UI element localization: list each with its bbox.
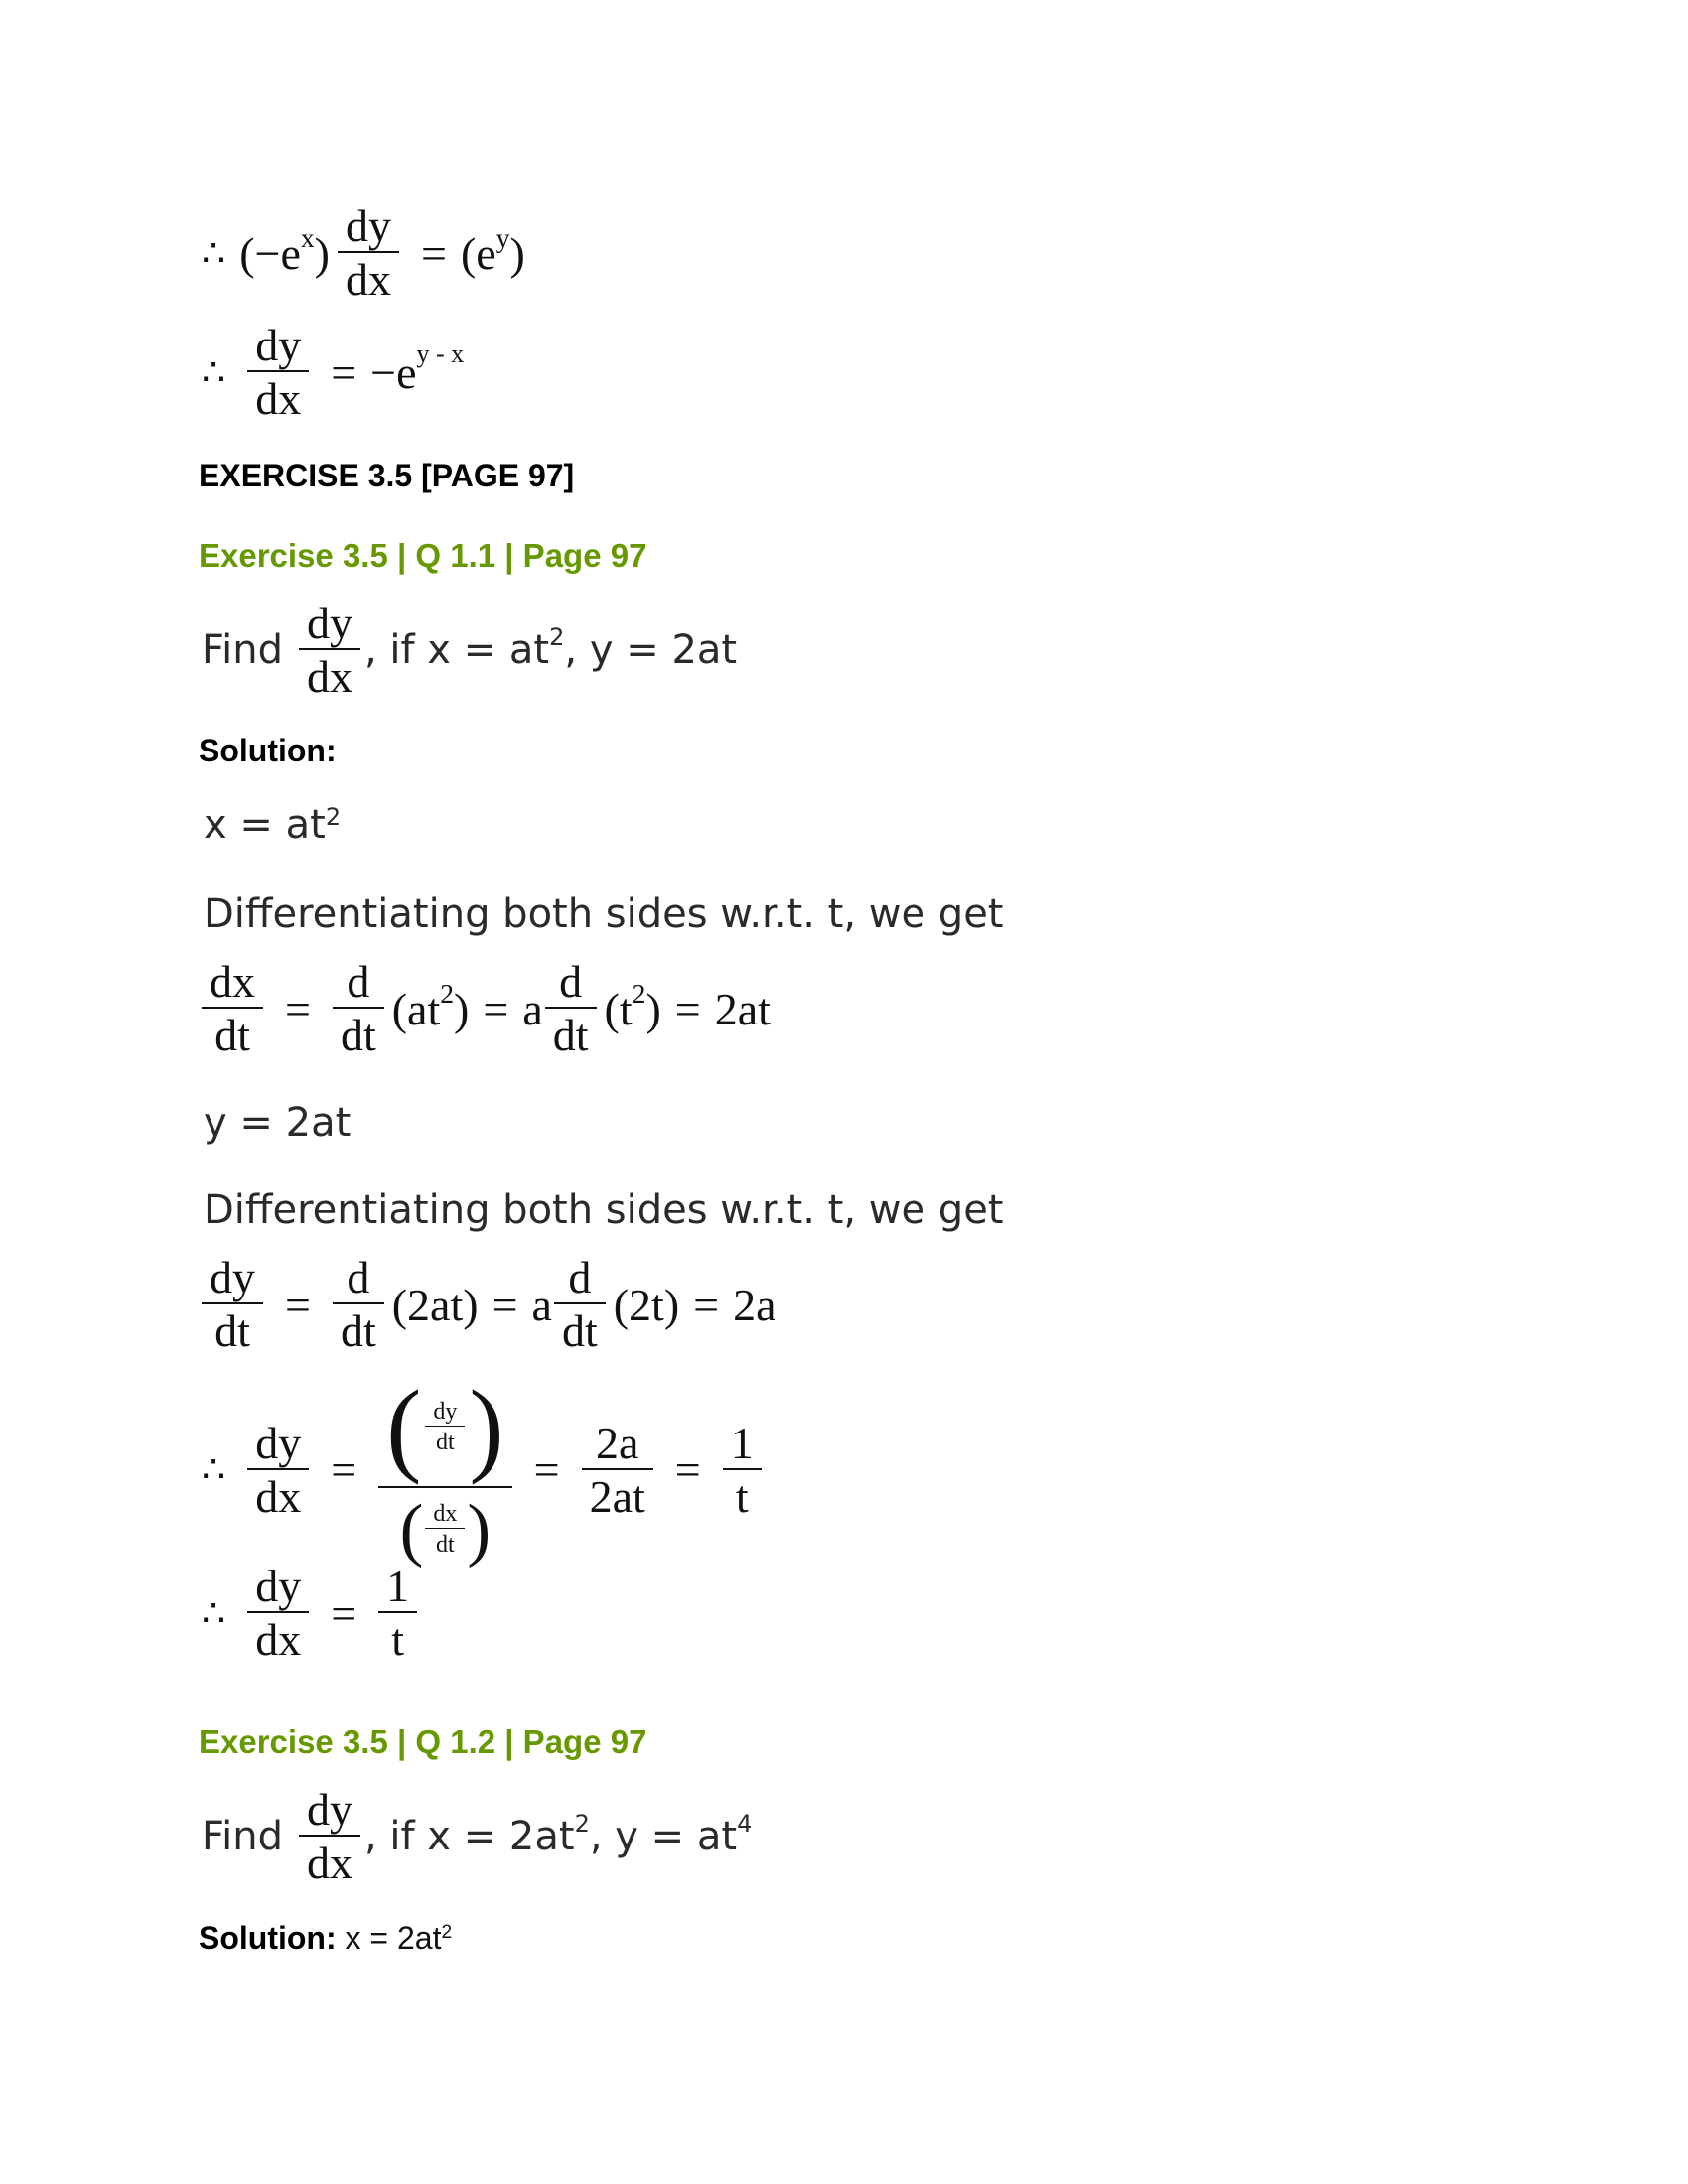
fraction: 1 t <box>723 1421 762 1520</box>
x-equation: $x = at^2$ <box>204 802 342 848</box>
solution-label: Solution: <box>199 1920 337 1956</box>
therefore-symbol: ∴ <box>202 1449 226 1492</box>
fraction: dy dx <box>299 1787 360 1886</box>
fraction: dy dx <box>299 601 360 700</box>
equation-dydx-final: ∴ dy dx = 1 t <box>202 1564 425 1663</box>
fraction: d dt <box>333 1255 384 1354</box>
solution-line-q1-2: Solution: $x = 2at^2$ <box>199 1920 453 1956</box>
fraction: 2a 2at <box>582 1421 653 1520</box>
fraction: dy dx <box>338 204 399 303</box>
fraction: d dt <box>333 959 384 1058</box>
therefore-symbol: ∴ <box>202 351 226 394</box>
inner-fraction: dx dt <box>425 1502 465 1557</box>
section-heading: EXERCISE 3.5 [PAGE 97] <box>199 458 575 493</box>
fraction: dy dt <box>202 1255 263 1354</box>
solution-label: Solution: <box>199 733 337 768</box>
equation-dxdt: dx dt = d dt (at 2 ) = a d dt (t 2 ) = 2at <box>202 959 771 1058</box>
fraction: dy dx <box>247 1421 309 1520</box>
fraction: d dt <box>554 1255 606 1354</box>
therefore-symbol: ∴ <box>202 1592 226 1635</box>
compound-fraction: ( dy dt ) ( dx dt ) <box>378 1375 511 1565</box>
fraction: 1 t <box>378 1564 417 1663</box>
fraction: dx dt <box>202 959 263 1058</box>
fraction: dy dx <box>247 323 309 422</box>
equation-dydt: dy dt = d dt (2at) = a d dt (2t) = 2a <box>202 1255 776 1354</box>
differentiating-text: Differentiating both sides w.r.t. t, we get <box>204 1187 1004 1233</box>
inner-fraction: dy dt <box>425 1400 465 1454</box>
differentiating-text: Differentiating both sides w.r.t. t, we get <box>204 891 1004 937</box>
fraction: dy dx <box>247 1564 309 1663</box>
therefore-symbol: ∴ <box>202 232 226 275</box>
y-equation: y = 2at <box>204 1100 352 1146</box>
equation-dydx-ratio: ∴ dy dx = ( dy dt ) ( dx dt ) = 2a 2at = 1 t <box>202 1375 770 1565</box>
question-q1-2: Find dy dx , if x = 2at 2 , y = at 4 <box>202 1784 753 1888</box>
fraction: d dt <box>545 959 597 1058</box>
equation-dydx-neg-e: ∴ dy dx = −e y - x <box>202 320 465 424</box>
exercise-link-q1-1[interactable]: Exercise 3.5 | Q 1.1 | Page 97 <box>199 537 647 574</box>
question-q1-1: Find dy dx , if x = at 2 , y = 2at <box>202 598 738 702</box>
equation-neg-ex-dydx: ∴ (−e x ) dy dx = (e y ) <box>202 201 525 305</box>
exercise-link-q1-2[interactable]: Exercise 3.5 | Q 1.2 | Page 97 <box>199 1723 647 1760</box>
